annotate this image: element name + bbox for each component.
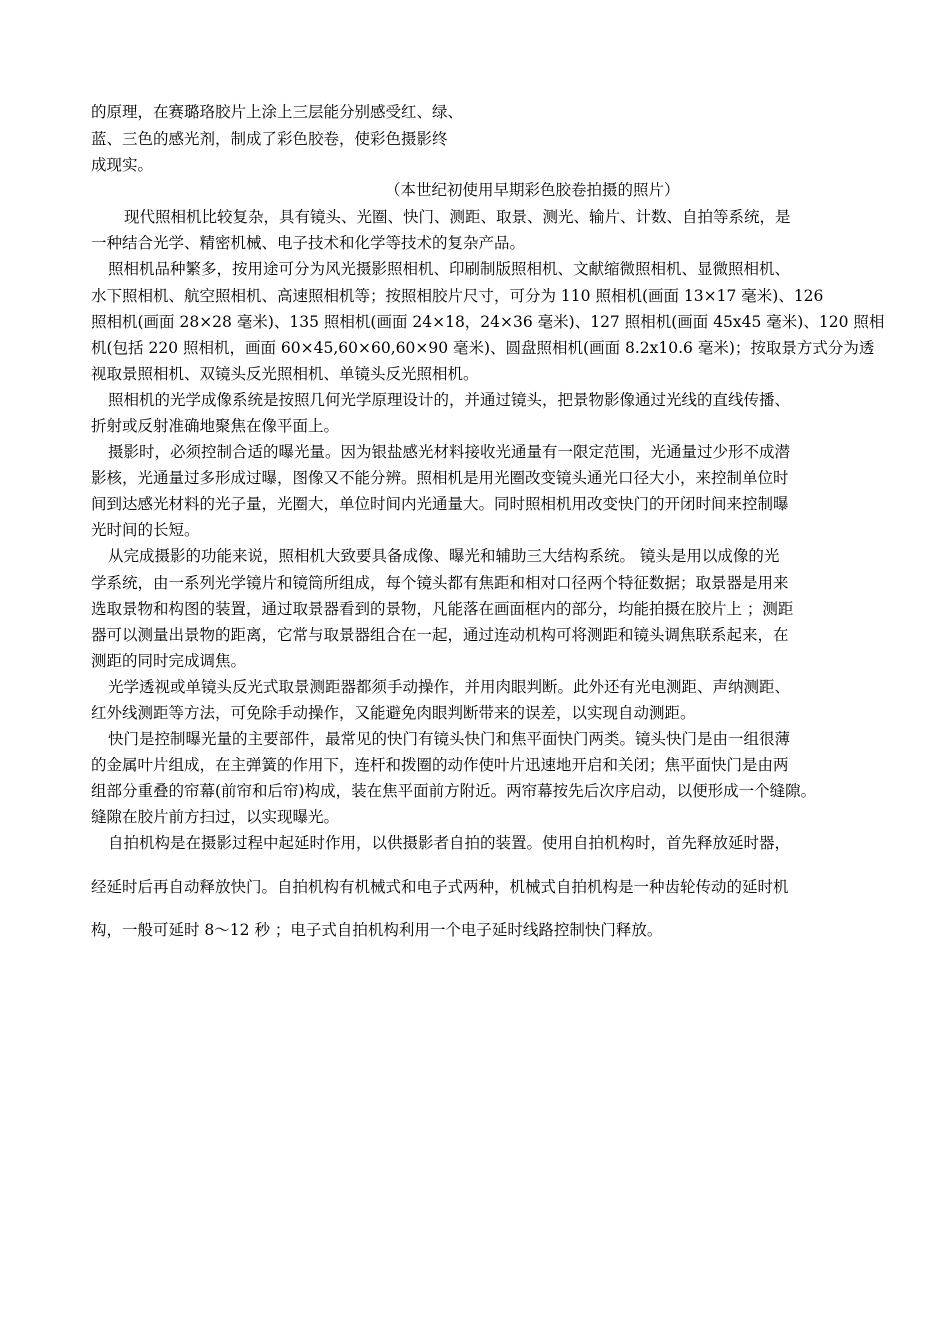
paragraph-line: 红外线测距等方法，可免除手动操作，又能避免肉眼判断带来的误差，以实现自动测距。 — [91, 704, 696, 722]
paragraph-line: 从完成摄影的功能来说，照相机大致要具备成像、曝光和辅助三大结构系统。 镜头是用以成像的光 — [108, 547, 780, 565]
paragraph-line: 器可以测量出景物的距离，它常与取景器组合在一起，通过连动机构可将测距和镜头调焦联系起来，在 — [91, 626, 789, 644]
paragraph-line: 选取景物和构图的装置，通过取景器看到的景物，凡能落在画面框内的部分，均能拍摄在胶片上 ；测距 — [91, 600, 794, 618]
paragraph-line: 现代照相机比较复杂，具有镜头、光圈、快门、测距、取景、测光、输片、计数、自拍等系统，是 — [124, 208, 791, 226]
paragraph-line: 快门是控制曝光量的主要部件，最常见的快门有镜头快门和焦平面快门两类。镜头快门是由一组很薄 — [108, 730, 791, 748]
paragraph-line: 测距的同时完成调焦。 — [91, 652, 247, 670]
paragraph-line: 一种结合光学、精密机械、电子技术和化学等技术的复杂产品。 — [91, 234, 526, 252]
photo-caption: （本世纪初使用早期彩色胶卷拍摄的照片） — [385, 181, 680, 199]
paragraph-line: 机(包括 220 照相机，画面 60×45,60×60,60×90 毫米)、圆盘照相机(画面 8.2x10.6 毫米)；按取景方式分为透 — [91, 339, 875, 357]
paragraph-line: 摄影时，必须控制合适的曝光量。因为银盐感光材料接收光通量有一限定范围，光通量过少形不成潜 — [108, 443, 791, 461]
intro-line: 蓝、三色的感光剂，制成了彩色胶卷，使彩色摄影终 — [91, 130, 448, 148]
paragraph-line: 水下照相机、航空照相机、高速照相机等；按照相胶片尺寸，可分为 110 照相机(画面 13×17 毫米)、126 — [91, 287, 824, 305]
paragraph-line: 照相机品种繁多，按用途可分为风光摄影照相机、印刷制版照相机、文献缩微照相机、显微照相机、 — [108, 260, 791, 278]
paragraph-line: 经延时后再自动释放快门。自拍机构有机械式和电子式两种，机械式自拍机构是一种齿轮传动的延时机 — [91, 878, 789, 896]
paragraph-line: 折射或反射准确地聚焦在像平面上。 — [91, 417, 340, 435]
paragraph-line: 的金属叶片组成，在主弹簧的作用下，连杆和拨圈的动作使叶片迅速地开启和关闭；焦平面快门是由两 — [91, 756, 789, 774]
paragraph-line: 光学透视或单镜头反光式取景测距器都须手动操作，并用肉眼判断。此外还有光电测距、声纳测距、 — [108, 678, 791, 696]
paragraph-line: 影核，光通量过多形成过曝，图像又不能分辨。照相机是用光圈改变镜头通光口径大小，来控制单位时 — [91, 469, 789, 487]
paragraph-line: 光时间的长短。 — [91, 521, 200, 539]
paragraph-line: 组部分重叠的帘幕(前帘和后帘)构成，装在焦平面前方附近。两帘幕按先后次序启动，以便形成一个缝隙。 — [91, 782, 817, 800]
paragraph-line: 学系统，由一系列光学镜片和镜筒所组成，每个镜头都有焦距和相对口径两个特征数据；取景器是用来 — [91, 574, 789, 592]
intro-line: 的原理，在赛璐珞胶片上涂上三层能分别感受红、绿、 — [91, 103, 464, 121]
paragraph-line: 照相机(画面 28×28 毫米)、135 照相机(画面 24×18，24×36 毫米)、127 照相机(画面 45x45 毫米)、120 照相 — [91, 313, 885, 331]
paragraph-line: 构，一般可延时 8～12 秒 ；电子式自拍机构利用一个电子延时线路控制快门释放。 — [91, 921, 663, 939]
paragraph-line: 自拍机构是在摄影过程中起延时作用，以供摄影者自拍的装置。使用自拍机构时，首先释放延时器， — [108, 834, 791, 852]
intro-line: 成现实。 — [91, 156, 154, 174]
paragraph-line: 缝隙在胶片前方扫过，以实现曝光。 — [91, 808, 340, 826]
paragraph-line: 间到达感光材料的光子量，光圈大，单位时间内光通量大。同时照相机用改变快门的开闭时间来控制曝 — [91, 495, 789, 513]
paragraph-line: 照相机的光学成像系统是按照几何光学原理设计的，并通过镜头，把景物影像通过光线的直线传播、 — [108, 391, 791, 409]
paragraph-line: 视取景照相机、双镜头反光照相机、单镜头反光照相机。 — [91, 365, 479, 383]
